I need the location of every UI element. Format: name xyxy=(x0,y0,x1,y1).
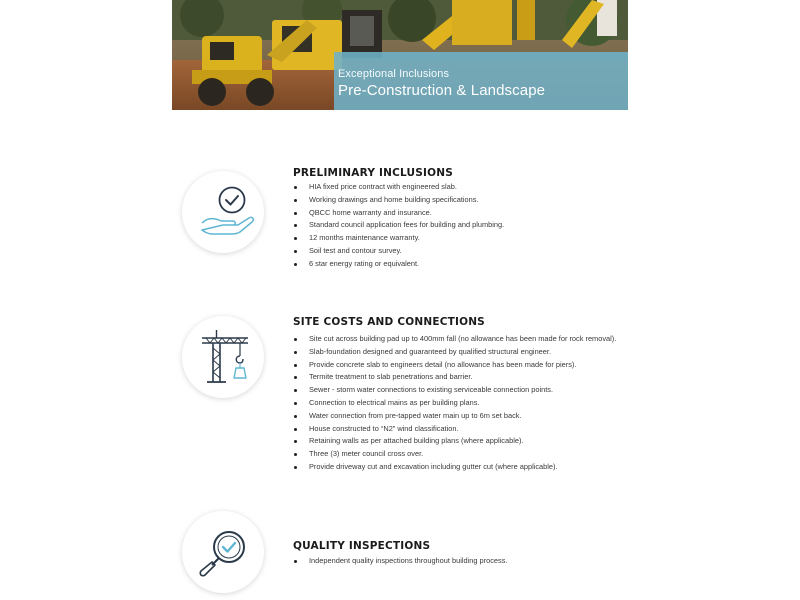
inspections-list xyxy=(293,555,628,568)
list-item: Provide concrete slab to engineers detail (no allowance has been made for piers). xyxy=(293,359,628,372)
brochure-page xyxy=(172,0,628,600)
list-item: Termite treatment to slab penetrations and barrier. xyxy=(293,371,628,384)
section-title: QUALITY INSPECTIONS xyxy=(293,540,431,552)
list-item: Connection to electrical mains as per building plans. xyxy=(293,397,628,410)
section-title: PRELIMINARY INCLUSIONS xyxy=(293,167,453,179)
site-costs-list xyxy=(293,333,628,474)
list-item: Sewer - storm water connections to existing serviceable connection points. xyxy=(293,384,628,397)
list-item: 6 star energy rating or equivalent. xyxy=(293,258,628,271)
list-item: Retaining walls as per attached building plans (where applicable). xyxy=(293,435,628,448)
section-title: SITE COSTS AND CONNECTIONS xyxy=(293,316,485,328)
inclusions-list xyxy=(293,181,628,271)
crane-icon xyxy=(182,316,264,398)
list-item: Working drawings and home building specifications. xyxy=(293,194,628,207)
list-item: Slab-foundation designed and guaranteed by qualified structural engineer. xyxy=(293,346,628,359)
list-item: Independent quality inspections throughout building process. xyxy=(293,555,628,568)
list-item: HIA fixed price contract with engineered slab. xyxy=(293,181,628,194)
banner-caption-band xyxy=(334,52,628,110)
list-item: Site cut across building pad up to 400mm fall (no allowance has been made for rock removal). xyxy=(293,333,628,346)
list-item: House constructed to “N2” wind classification. xyxy=(293,423,628,436)
list-item: Standard council application fees for building and plumbing. xyxy=(293,219,628,232)
list-item: Three (3) meter council cross over. xyxy=(293,448,628,461)
banner-title: Pre-Construction & Landscape xyxy=(338,82,546,99)
list-item: Provide driveway cut and excavation including gutter cut (where applicable). xyxy=(293,461,628,474)
banner-kicker: Exceptional Inclusions xyxy=(338,68,450,80)
list-item: QBCC home warranty and insurance. xyxy=(293,207,628,220)
list-item: 12 months maintenance warranty. xyxy=(293,232,628,245)
header-banner xyxy=(172,0,628,110)
hand-check-icon xyxy=(182,171,264,253)
list-item: Soil test and contour survey. xyxy=(293,245,628,258)
list-item: Water connection from pre-tapped water main up to 6m set back. xyxy=(293,410,628,423)
magnifier-check-icon xyxy=(182,511,264,593)
